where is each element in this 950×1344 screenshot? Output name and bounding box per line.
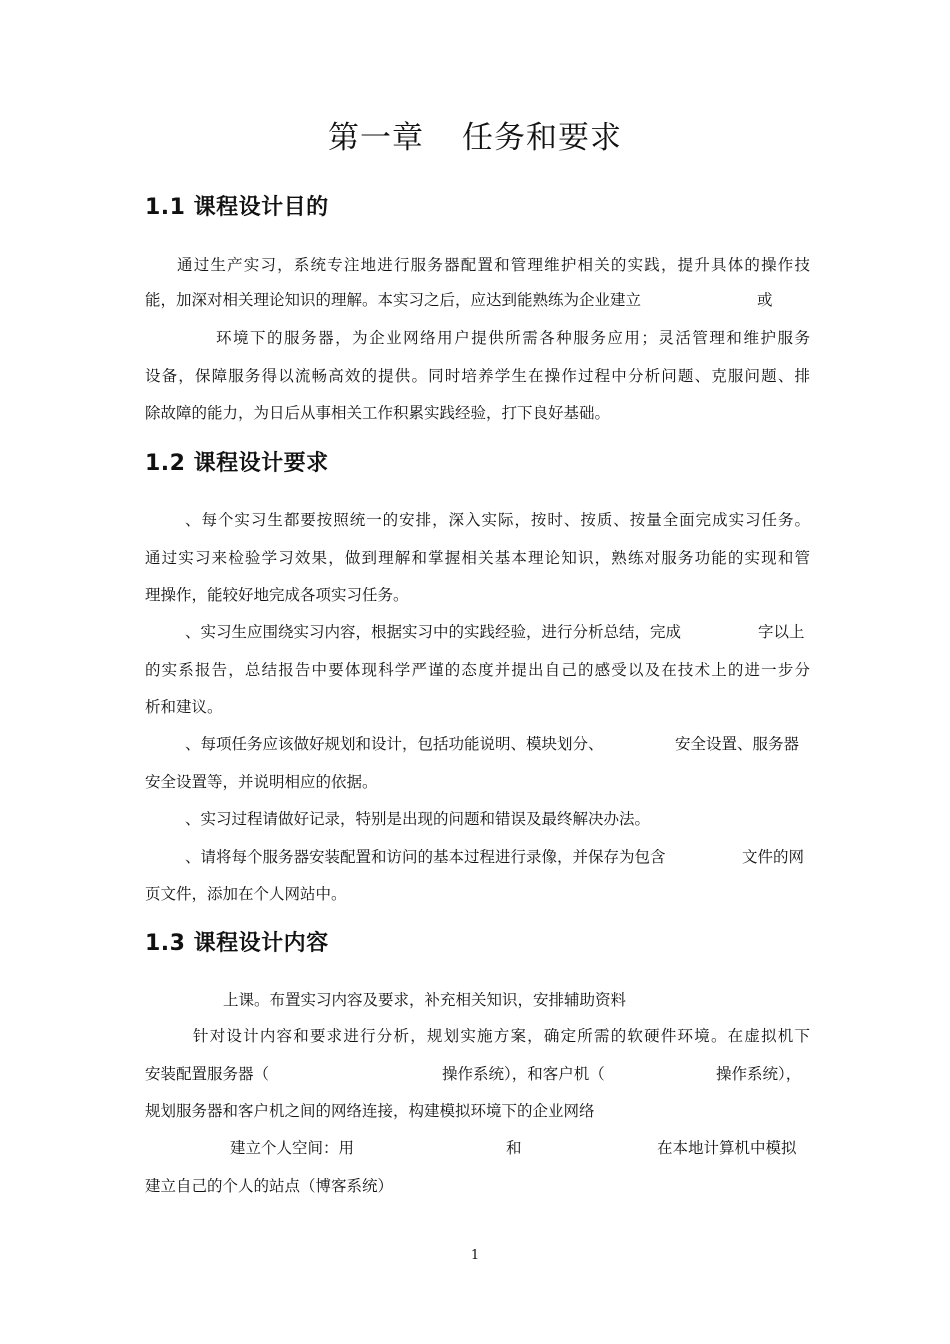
paragraph-line: 、请将每个服务器安装配置和访问的基本过程进行录像，并保存为包含 bbox=[185, 848, 666, 866]
chapter-title bbox=[0, 112, 950, 157]
paragraph-line: 、每个实习生都要按照统一的安排，深入实际，按时、按质、按量全面完成实习任务。 bbox=[185, 511, 810, 529]
paragraph-line: 和 bbox=[506, 1139, 522, 1157]
paragraph-line: 建立自己的个人的站点（博客系统） bbox=[145, 1177, 394, 1195]
paragraph-line: 上课。布置实习内容及要求，补充相关知识，安排辅助资料 bbox=[223, 991, 627, 1009]
paragraph-line: 字以上 bbox=[758, 623, 805, 641]
paragraph-line: 在本地计算机中模拟 bbox=[657, 1139, 797, 1157]
paragraph-line: 针对设计内容和要求进行分析，规划实施方案，确定所需的软硬件环境。在虚拟机下 bbox=[193, 1027, 810, 1045]
paragraph-line: 设备，保障服务得以流畅高效的提供。同时培养学生在操作过程中分析问题、克服问题、排 bbox=[145, 367, 810, 385]
paragraph-line: 安装配置服务器（ bbox=[145, 1065, 270, 1083]
paragraph-line: 的实系报告，总结报告中要体现科学严谨的态度并提出自己的感受以及在技术上的进一步分 bbox=[145, 661, 810, 679]
paragraph-line: 析和建议。 bbox=[145, 698, 223, 716]
paragraph-line: 除故障的能力，为日后从事相关工作积累实践经验，打下良好基础。 bbox=[145, 404, 611, 422]
paragraph-line: 建立个人空间：用 bbox=[230, 1139, 355, 1157]
page-number: 1 bbox=[470, 1248, 480, 1263]
paragraph-line: 环境下的服务器，为企业网络用户提供所需各种服务应用；灵活管理和维护服务 bbox=[216, 329, 810, 347]
paragraph-line: 页文件，添加在个人网站中。 bbox=[145, 885, 347, 903]
section-heading-1-1: 1.1 课程设计目的 bbox=[145, 195, 329, 220]
paragraph-line: 操作系统）， bbox=[716, 1065, 802, 1083]
paragraph-line: 文件的网 bbox=[742, 848, 805, 866]
paragraph-line: 或 bbox=[757, 291, 773, 309]
paragraph-line: 安全设置、服务器 bbox=[675, 735, 800, 753]
section-heading-1-2: 1.2 课程设计要求 bbox=[145, 451, 329, 476]
paragraph-line: 操作系统），和客户机（ bbox=[442, 1065, 605, 1083]
paragraph-line: 、实习生应围绕实习内容，根据实习中的实践经验，进行分析总结，完成 bbox=[185, 623, 682, 641]
paragraph-line: 理操作，能较好地完成各项实习任务。 bbox=[145, 586, 409, 604]
paragraph-line: 能，加深对相关理论知识的理解。本实习之后，应达到能熟练为企业建立 bbox=[145, 291, 642, 309]
paragraph-line: 、每项任务应该做好规划和设计，包括功能说明、模块划分、 bbox=[185, 735, 604, 753]
paragraph-line: 通过实习来检验学习效果，做到理解和掌握相关基本理论知识，熟练对服务功能的实现和管 bbox=[145, 549, 810, 567]
paragraph-line: 、实习过程请做好记录，特别是出现的问题和错误及最终解决办法。 bbox=[185, 810, 651, 828]
paragraph-line: 通过生产实习，系统专注地进行服务器配置和管理维护相关的实践，提升具体的操作技 bbox=[177, 256, 810, 274]
section-heading-1-3: 1.3 课程设计内容 bbox=[145, 931, 329, 956]
paragraph-line: 安全设置等，并说明相应的依据。 bbox=[145, 773, 378, 791]
chapter-number: 第一章 bbox=[328, 120, 424, 156]
chapter-name: 任务和要求 bbox=[462, 120, 622, 156]
paragraph-line: 规划服务器和客户机之间的网络连接，构建模拟环境下的企业网络 bbox=[145, 1102, 595, 1120]
